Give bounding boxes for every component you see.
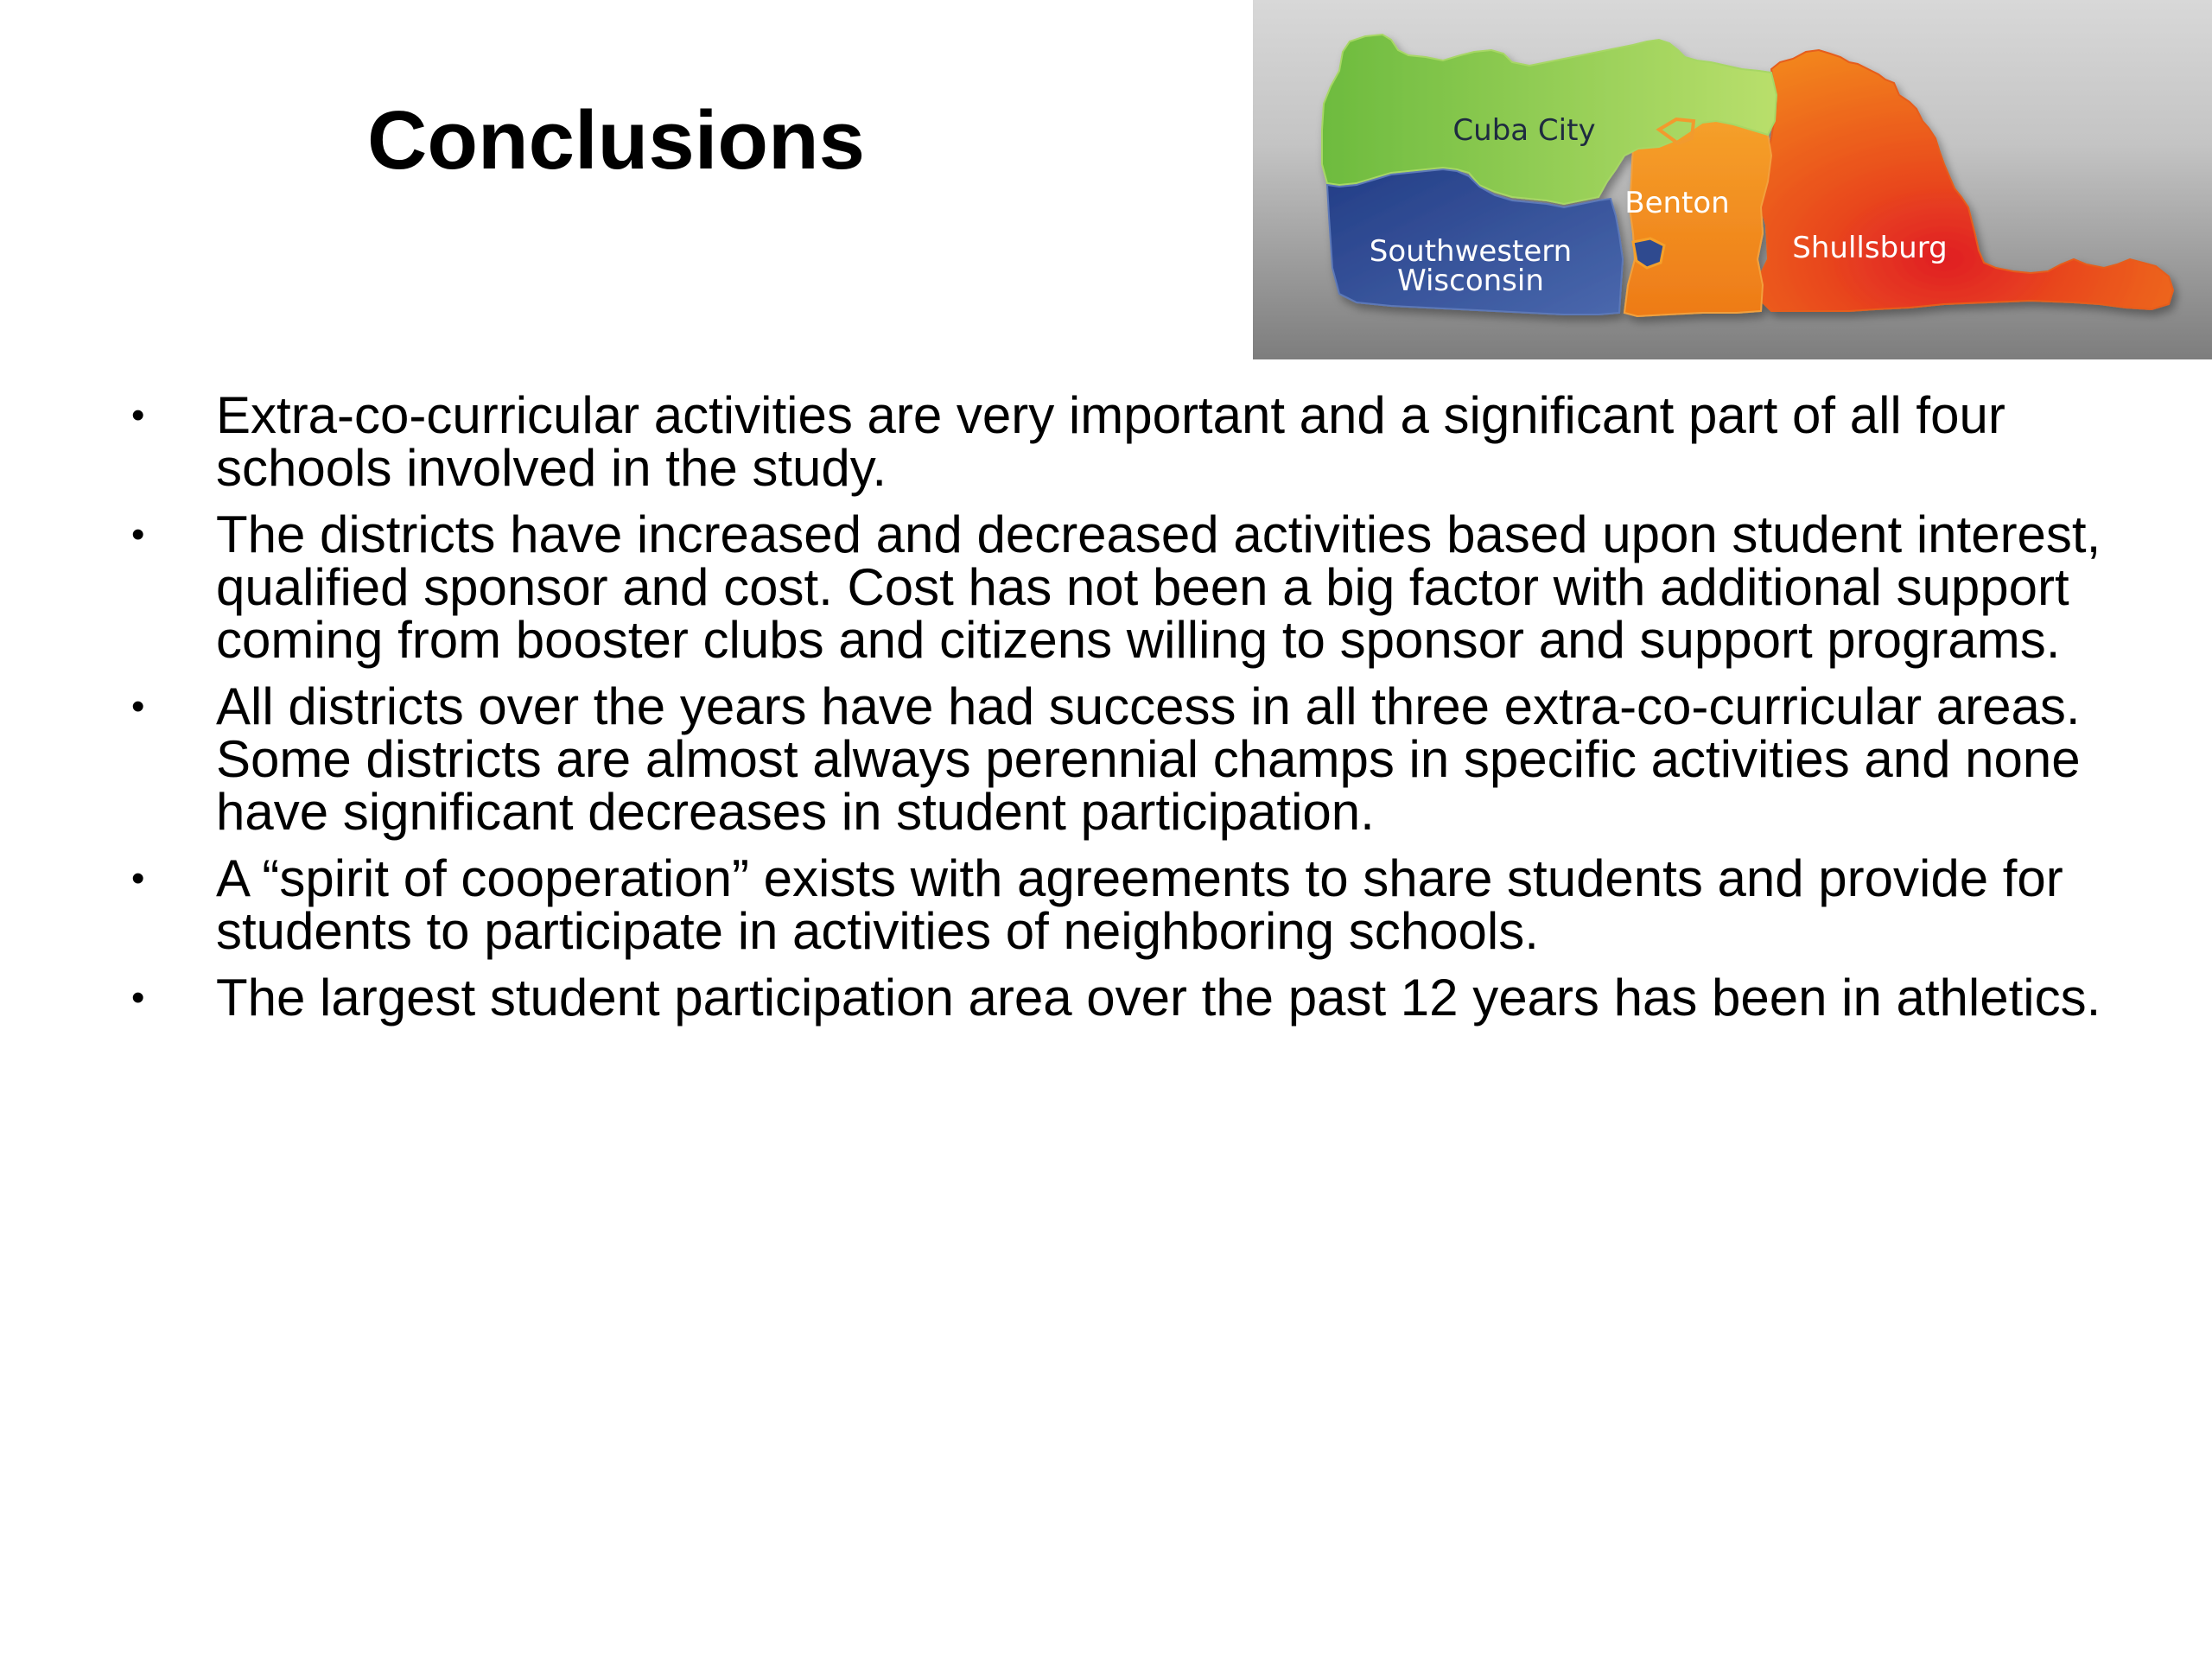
list-item-text: Extra-co-curricular activities are very important and a significant part of all four schools involved in the study.	[216, 386, 2005, 497]
shullsburg-region	[1758, 50, 2173, 311]
map-label-benton: Benton	[1624, 186, 1730, 220]
list-item	[130, 969, 2117, 1027]
conclusions-list	[130, 386, 2117, 1038]
list-item-text: The largest student participation area over the past 12 years has been in athletics.	[216, 969, 2101, 1027]
slide-title: Conclusions	[367, 94, 866, 187]
bullet-icon: •	[131, 857, 145, 899]
bullet-icon: •	[131, 394, 145, 436]
list-item-text: A “spirit of cooperation” exists with agreements to share students and provide for students to participate in activities of neighboring schools.	[216, 849, 2063, 960]
district-map	[1253, 0, 2212, 359]
bullet-icon: •	[131, 685, 145, 728]
list-item-text: All districts over the years have had success in all three extra-co-curricular areas. Some districts are almost always perennial champs in specific activities and none have significant decreases in student participation.	[216, 677, 2081, 841]
bullet-icon: •	[131, 976, 145, 1019]
list-item	[130, 849, 2117, 960]
map-label-southwestern: Southwestern	[1369, 234, 1573, 269]
list-item-text: The districts have increased and decreased activities based upon student interest, qualified sponsor and cost. Cost has not been a big factor with additional support coming from booster clubs and citizens willing to sponsor and support programs.	[216, 505, 2101, 669]
bullet-icon: •	[131, 513, 145, 556]
list-item	[130, 677, 2117, 841]
list-item	[130, 386, 2117, 497]
map-label-shullsburg: Shullsburg	[1792, 231, 1948, 265]
list-item	[130, 505, 2117, 669]
map-label-wisconsin: Wisconsin	[1397, 264, 1544, 298]
map-label-cuba-city: Cuba City	[1452, 113, 1596, 148]
district-map-graphic	[1253, 0, 2212, 359]
